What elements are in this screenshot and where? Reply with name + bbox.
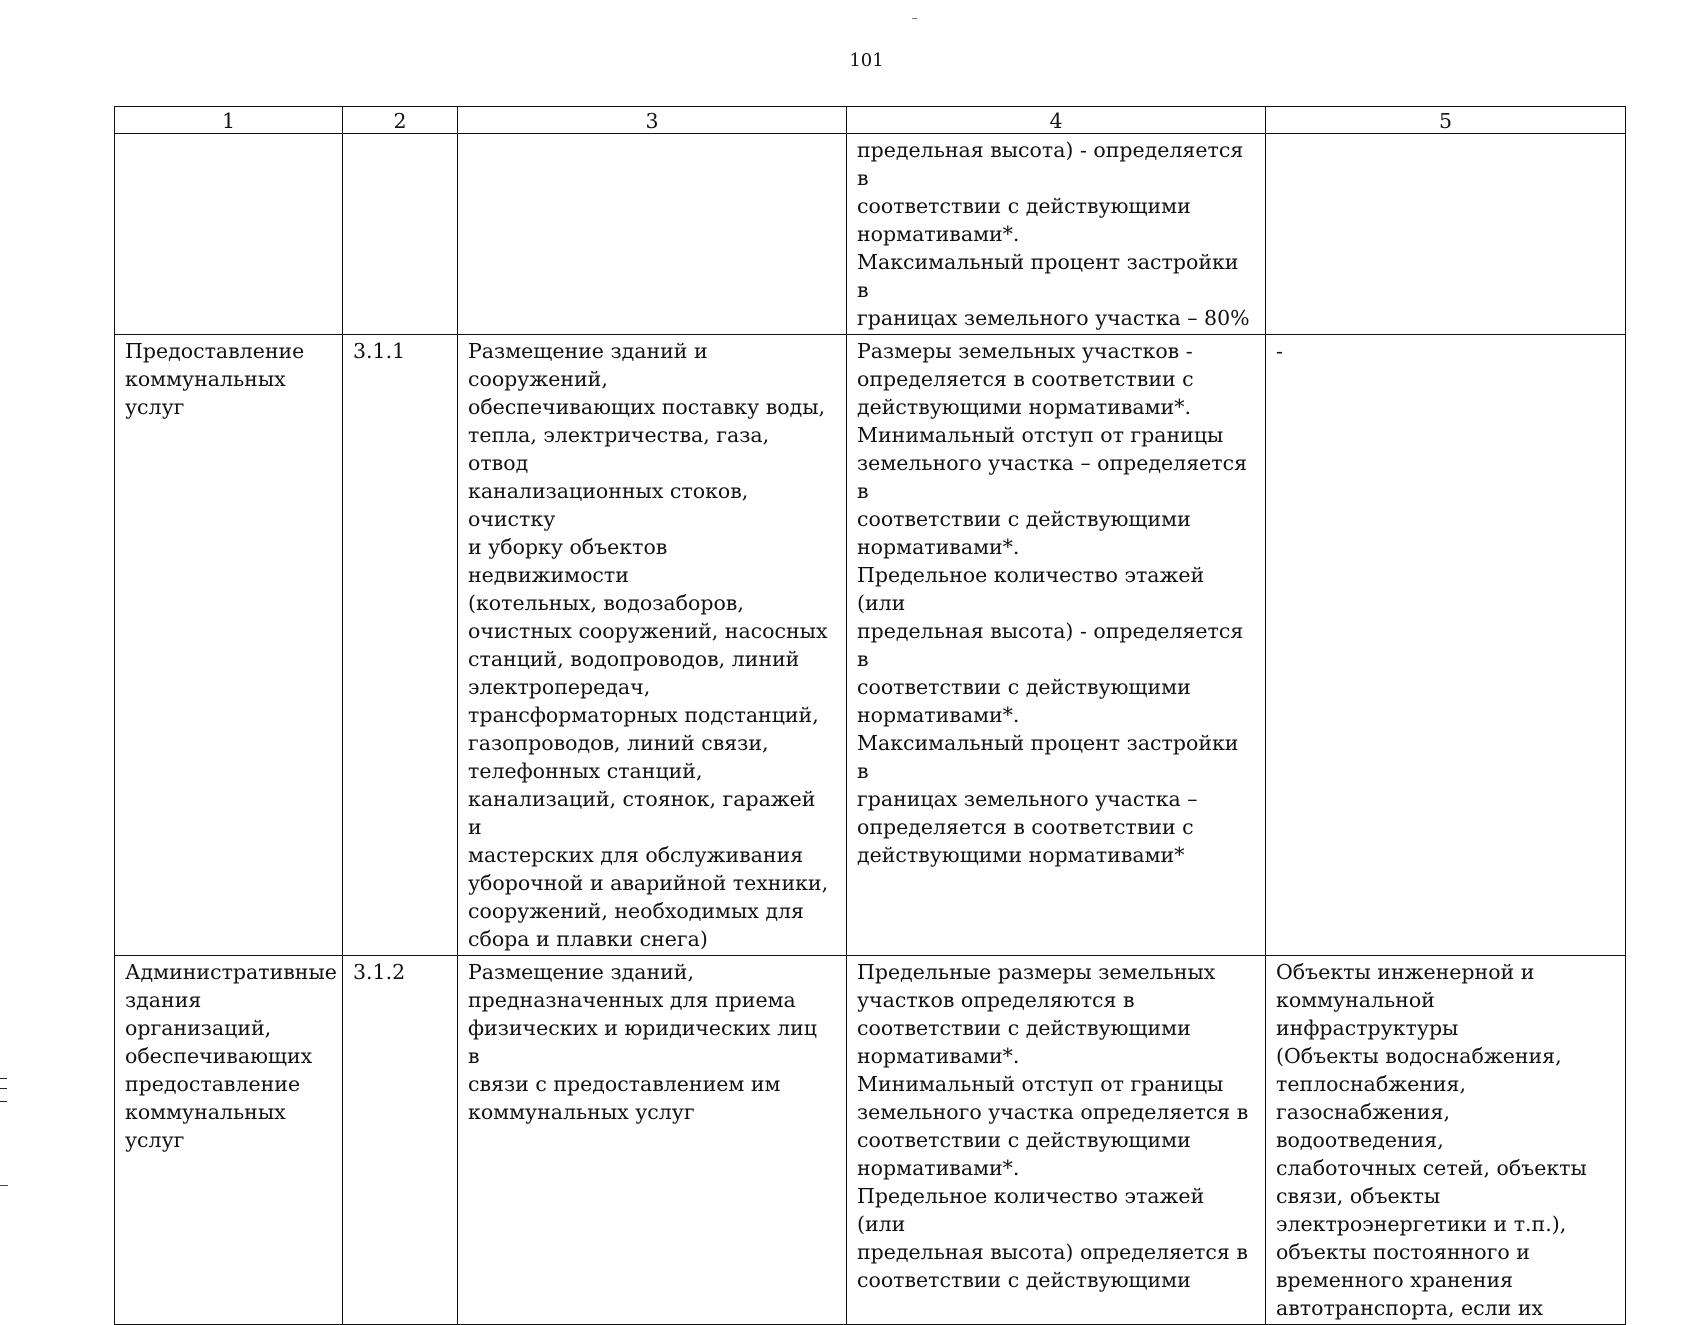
cell-text: 3.1.2 (353, 960, 406, 984)
table-cell (458, 956, 847, 1325)
table-cell (847, 134, 1266, 335)
cell-text: Размеры земельных участков - определяется в соответствии с действующими нормативами*. Минимальный отступ от границы земельного участка – определяется в соответствии с действующими нормативами*. Предельное количество этажей (или предельная высота) - определяется в соответствии с действующими нормативами*. Максимальный процент застройки в границах земельного участка – определяется в соответствии с действующими нормативами* (857, 339, 1248, 867)
table-cell (343, 335, 458, 956)
table-cell (1266, 335, 1626, 956)
table-row (115, 956, 1626, 1325)
cell-text: Размещение зданий и сооружений, обеспечивающих поставку воды, тепла, электричества, газа, отвод канализационных стоков, очистку и уборку объектов недвижимости (котельных, водозаборов, очистных сооружений, насосных станций, водопроводов, линий электропередач, трансформаторных подстанций, газопроводов, линий связи, телефонных станций, канализаций, стоянок, гаражей и мастерских для обслуживания уборочной и аварийной техники, сооружений, необходимых для сбора и плавки снега) (468, 339, 829, 951)
table-cell (1266, 134, 1626, 335)
table-header-row (115, 107, 1626, 134)
table-cell (847, 956, 1266, 1325)
column-header: 1 (115, 107, 343, 134)
cell-text: предельная высота) - определяется в соответствии с действующими нормативами*. Максимальный процент застройки в границах земельного участка – 80% (857, 138, 1250, 330)
land-use-table (114, 106, 1626, 1325)
table-row (115, 335, 1626, 956)
column-header: 5 (1266, 107, 1626, 134)
table-cell (115, 134, 343, 335)
table-cell (115, 335, 343, 956)
cell-text: - (1276, 339, 1283, 363)
column-header: 2 (343, 107, 458, 134)
cell-text: Размещение зданий, предназначенных для приема физических и юридических лиц в связи с предоставлением им коммунальных услуг (468, 960, 817, 1124)
scan-speck (912, 18, 917, 19)
table-cell (458, 335, 847, 956)
table-cell (458, 134, 847, 335)
cell-text: Предоставление коммунальных услуг (125, 339, 305, 419)
table-cell (343, 134, 458, 335)
table-cell (847, 335, 1266, 956)
column-header: 3 (458, 107, 847, 134)
table-row (115, 134, 1626, 335)
table-cell (1266, 956, 1626, 1325)
margin-binding-mark (0, 1078, 7, 1102)
cell-text: Административные здания организаций, обеспечивающих предоставление коммунальных услуг (125, 960, 337, 1152)
page-number: 101 (849, 50, 884, 71)
column-header: 4 (847, 107, 1266, 134)
cell-text: Предельные размеры земельных участков определяются в соответствии с действующими нормативами*. Минимальный отступ от границы земельного участка определяется в соответствии с действующими нормативами*. Предельное количество этажей (или предельная высота) определяется в соответствии с действующими (857, 960, 1249, 1292)
table-cell (115, 956, 343, 1325)
cell-text: Объекты инженерной и коммунальной инфраструктуры (Объекты водоснабжения, теплоснабжения, газоснабжения, водоотведения, слаботочных сетей, объекты связи, объекты электроэнергетики и т.п.), объекты постоянного и временного хранения автотранспорта, если их (1276, 960, 1587, 1320)
table-cell (343, 956, 458, 1325)
cell-text: 3.1.1 (353, 339, 406, 363)
margin-dash-mark (0, 1185, 8, 1186)
